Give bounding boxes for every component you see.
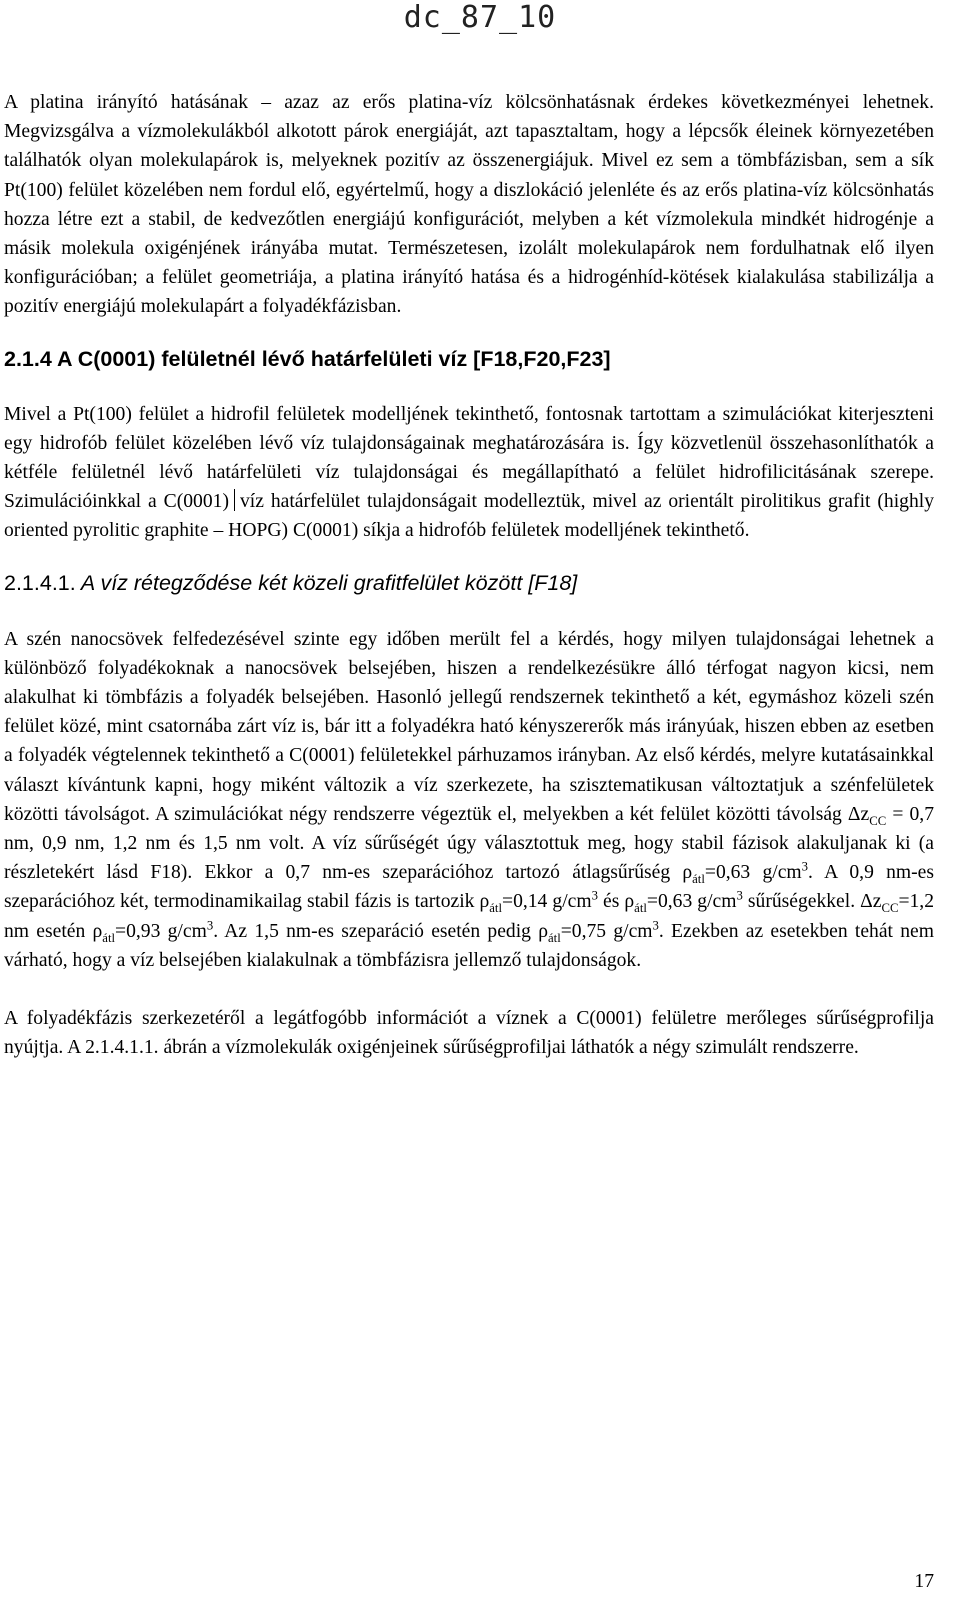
superscript: 3 [801, 859, 809, 874]
superscript: 3 [591, 888, 598, 903]
text-run: =0,63 g/cm [646, 891, 737, 913]
paragraph-hydrophobic-text-a: Mivel a Pt(100) felület a hidrofil felületek modelljének tekinthető, fontosnak tartottam a szimulációkat kiterjeszteni egy hidrofób felület közelében lévő víz tulajdonságainak meghatározására is. Így közvetlenül összehasonlíthatók a kétféle felületnél lévő határfelületi víz tulajdonságai és megállapítható a felület hidrofilicitásának szerepe. Szimulációinkkal a C(0001) [4, 403, 934, 513]
subscript: CC [881, 901, 899, 916]
paragraph-platinum-effect: A platina irányító hatásának – azaz az erős platina-víz kölcsönhatásnak érdekes következményei lehetnek. Megvizsgálva a vízmolekulákból alkotott párok energiáját, azt tapasztaltam, hogy a lépcsők éleinek környezetében találhatók olyan molekulapárok is, melyeknek pozitív az összenergiájuk. Mivel ez sem a tömbfázisban, sem a sík Pt(100) felület közelében nem fordul elő, egyértelmű, hogy a diszlokáció jelenléte és az erős platina-víz kölcsönhatás hozza létre ezt a stabil, de kedvezőtlen energiájú konfigurációt, melyben a két vízmolekula mindkét hidrogénje a másik molekula oxigénjének irányába mutat. Természetesen, izolált molekulapárok nem fordulhatnak elő ilyen konfigurációban; a felület geometriája, a platina irányító hatása és a hidrogénhíd-kötések kialakulása stabilizálja a pozitív energiájú molekulapárt a folyadékfázisban. [4, 92, 934, 318]
subsection-title: A víz rétegződése két közeli grafitfelület között [F18] [80, 570, 578, 595]
paragraph-hydrophobic-text-b: víz határfelület tulajdonságait modelleztük, mivel az orientált pirolitikus grafit (highly oriented pyrolitic graphite – HOPG) C(0001) síkja a hidrofób felületek modelljének tekinthető. [4, 491, 934, 542]
superscript: 3 [652, 918, 659, 933]
text-run: . A 0,9 nm-es szeparációhoz két, termodinamikailag stabil fázis is tartozik ρ [4, 862, 934, 913]
text-run: A szén nanocsövek felfedezésével szinte egy időben merült fel a kérdés, hogy milyen tulajdonságai lehetnek a különböző folyadékoknak a nanocsövek belsejében, hiszen a rendelkezésükre álló térfogat nagyon kicsi, nem alakulhat ki tömbfázis a folyadék belsejében. Hasonló jellegű rendszernek tekinthető a két, egymáshoz közeli szén felület közé, mint csatornába zárt víz is, bár itt a folyadékra ható kényszererők más irányúak, hiszen ebben az esetben a folyadék végtelennek tekinthető a C(0001) felületekkel párhuzamos irányban. Az első kérdés, melyre kutatásainkkal választ kívántunk kapni, hogy miként változik a víz szerkezete, ha szisztematikusan változtatjuk a szénfelületek közötti távolságot. A szimulációkat négy rendszerre végeztük el, melyekben a két felület közötti távolság Δz [4, 628, 934, 825]
text-run: =1,2 nm esetén ρ [4, 891, 934, 942]
subsection-heading-2-1-4-1 [4, 568, 934, 598]
page-number: 17 [914, 1571, 934, 1592]
subscript: átl [548, 930, 561, 945]
text-run: =0,63 g/cm [704, 862, 802, 884]
page-content [4, 88, 934, 1062]
subscript: CC [869, 813, 887, 828]
subscript: átl [634, 901, 647, 916]
text-run: = 0,7 nm, 0,9 nm, 1,2 nm és 1,5 nm volt. A víz sűrűségét úgy választottuk meg, hogy stabil fázisok alakuljanak ki (a részletekért lásd F18). Ekkor a 0,7 nm-es szeparációhoz tartozó átlagsűrűség ρ [4, 803, 934, 884]
text-run: =0,75 g/cm [560, 920, 653, 942]
section-heading-2-1-4: 2.1.4 A C(0001) felületnél lévő határfelületi víz [F18,F20,F23] [4, 346, 611, 371]
paragraph-hydrophobic-intro [4, 400, 934, 546]
subscript: átl [489, 901, 503, 916]
text-run: =0,93 g/cm [115, 920, 207, 942]
subscript: átl [692, 872, 705, 887]
text-run: sűrűségekkel. Δz [742, 891, 882, 913]
text-run: . Az 1,5 nm-es szeparáció esetén pedig ρ [213, 920, 548, 942]
paragraph-nanotube-water [4, 625, 934, 975]
document-code-header: dc_87_10 [403, 0, 557, 35]
text-run: =0,14 g/cm [502, 891, 592, 913]
text-run: és ρ [597, 891, 635, 913]
paragraph-density-profile: A folyadékfázis szerkezetéről a legátfogóbb információt a víznek a C(0001) felületre merőleges sűrűségprofilja nyújtja. A 2.1.4.1.1. ábrán a vízmolekulák oxigénjeinek sűrűségprofiljai láthatók a négy szimulált rendszerre. [4, 1008, 934, 1059]
superscript: 3 [736, 888, 743, 903]
superscript: 3 [206, 918, 214, 933]
text-run: . Ezekben az esetekben tehát nem várható, hogy a víz belsejében kialakulnak a tömbfázisra jellemző tulajdonságok. [4, 920, 934, 971]
subscript: átl [102, 930, 116, 945]
subsection-number: 2.1.4.1. [4, 570, 76, 595]
text-cursor [234, 489, 235, 511]
